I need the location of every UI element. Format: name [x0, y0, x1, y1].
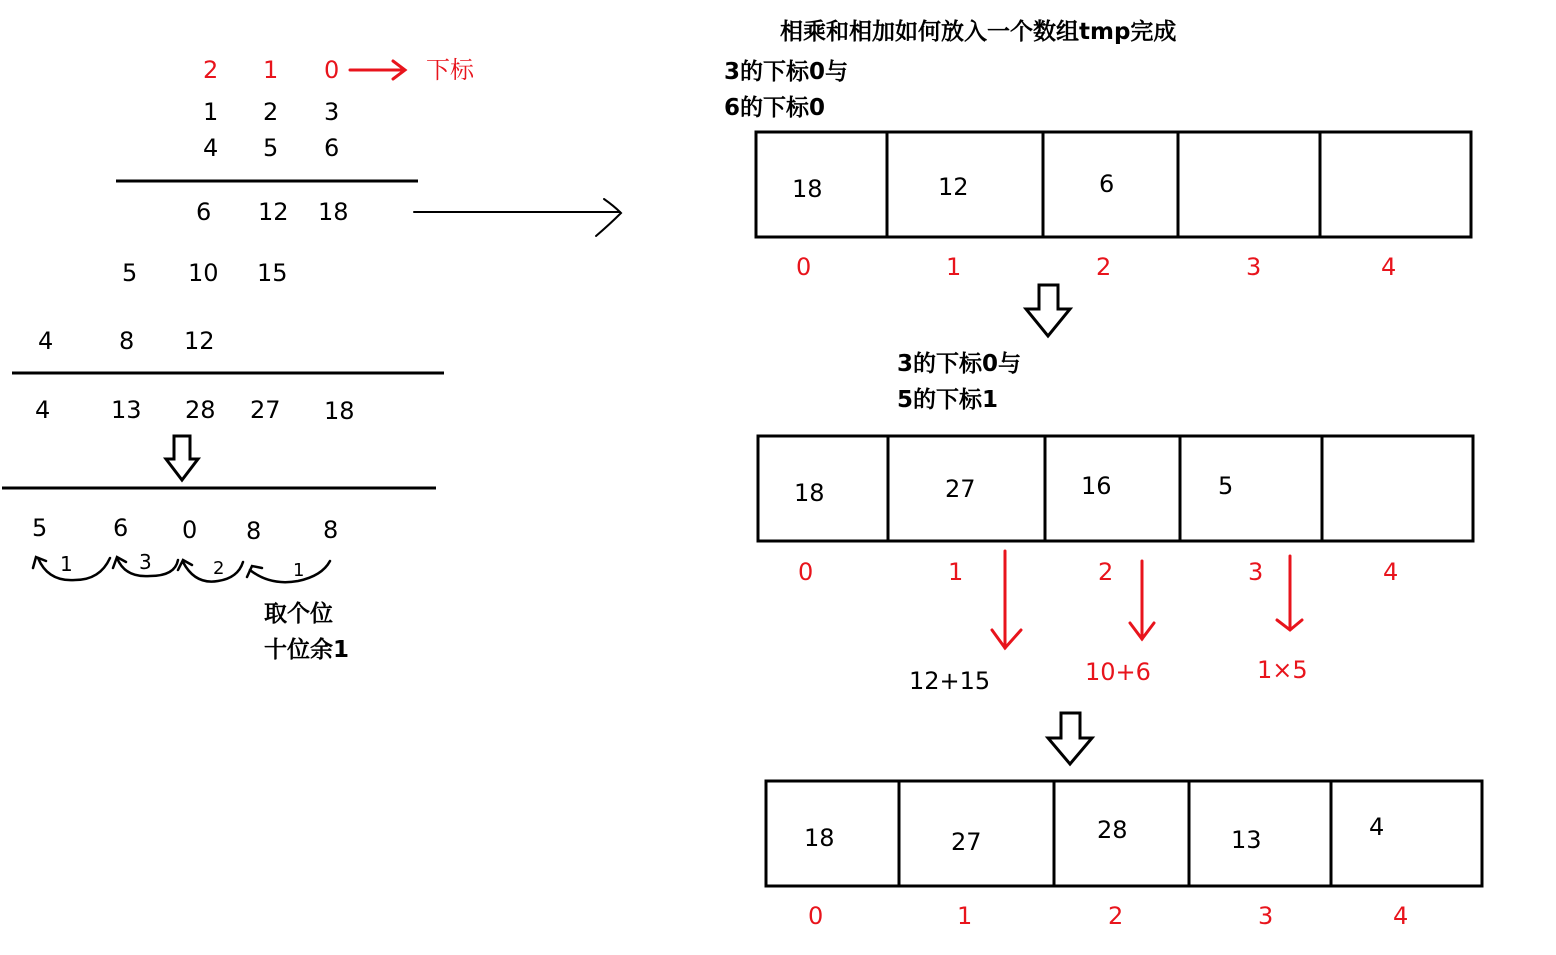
- annotation-sum-1: 12+15: [909, 667, 991, 695]
- num2-digit: 4: [203, 134, 219, 162]
- sum-row-value: 18: [324, 397, 355, 425]
- sum-row-value: 27: [250, 396, 281, 424]
- carry-arcs: [33, 557, 330, 582]
- result-digit: 5: [32, 514, 48, 542]
- red-arrow-down-icon: [992, 551, 1302, 648]
- array1-index: 3: [1246, 253, 1262, 281]
- array2-index: 3: [1248, 558, 1264, 586]
- array2-index: 4: [1383, 558, 1399, 586]
- diagram-title: 相乘和相加如何放入一个数组tmp完成: [780, 19, 1177, 45]
- array2-cell-3: 5: [1218, 472, 1234, 500]
- array1-index: 2: [1096, 253, 1112, 281]
- array3-index: 4: [1393, 902, 1409, 930]
- red-arrow-right-icon: [350, 61, 405, 79]
- note-carry-tens: 十位余1: [264, 637, 350, 663]
- array3-index: 2: [1108, 902, 1124, 930]
- num2-digit: 5: [263, 134, 279, 162]
- result-digit: 0: [182, 516, 198, 544]
- result-digit: 8: [246, 517, 262, 545]
- array2-cell-0: 18: [794, 479, 825, 507]
- index-digit-2: 2: [203, 56, 219, 84]
- hollow-down-arrow-icon: [166, 436, 198, 480]
- num1-digit: 3: [324, 98, 340, 126]
- array3-index: 1: [957, 902, 973, 930]
- array1-cell-1: 12: [938, 173, 969, 201]
- index-digit-1: 1: [263, 56, 279, 84]
- sum-row-value: 4: [35, 396, 51, 424]
- partial-row1-value: 6: [196, 198, 212, 226]
- carry-digit: 3: [139, 550, 152, 574]
- partial-row2-value: 10: [188, 259, 219, 287]
- array3-cell-4: 4: [1369, 813, 1385, 841]
- num2-digit: 6: [324, 134, 340, 162]
- array2-box: [758, 436, 1473, 541]
- sum-row-value: 28: [185, 396, 216, 424]
- array2-cell-2: 16: [1081, 472, 1112, 500]
- array3-index: 0: [808, 902, 824, 930]
- note-take-ones: 取个位: [264, 601, 333, 627]
- partial-row1-value: 18: [318, 198, 349, 226]
- partial-row3-value: 12: [184, 327, 215, 355]
- step2-caption-line1: 3的下标0与: [897, 351, 1022, 377]
- array2-index: 1: [948, 558, 964, 586]
- array2-cell-1: 27: [945, 475, 976, 503]
- array3-cell-2: 28: [1097, 816, 1128, 844]
- num1-digit: 1: [203, 98, 219, 126]
- sum-row-value: 13: [111, 396, 142, 424]
- partial-row2-value: 15: [257, 259, 288, 287]
- partial-row1-value: 12: [258, 198, 289, 226]
- array3-index: 3: [1258, 902, 1274, 930]
- array2-index: 0: [798, 558, 814, 586]
- array3-cell-3: 13: [1231, 826, 1262, 854]
- array3-cell-1: 27: [951, 828, 982, 856]
- hollow-down-arrow-icon: [1048, 713, 1092, 764]
- result-digit: 6: [113, 514, 129, 542]
- step2-caption-line2: 5的下标1: [897, 387, 999, 413]
- black-arrow-right-icon: [414, 199, 621, 236]
- array1-box: [756, 132, 1471, 237]
- step1-caption-line2: 6的下标0: [724, 95, 826, 121]
- partial-row2-value: 5: [122, 259, 138, 287]
- carry-digit: 1: [60, 552, 73, 576]
- index-digit-0: 0: [324, 56, 340, 84]
- partial-row3-value: 8: [119, 327, 135, 355]
- array1-index: 4: [1381, 253, 1397, 281]
- hollow-down-arrow-icon: [1026, 285, 1070, 336]
- array1-cell-0: 18: [792, 175, 823, 203]
- array1-index: 1: [946, 253, 962, 281]
- array1-index: 0: [796, 253, 812, 281]
- partial-row3-value: 4: [38, 327, 54, 355]
- array3-box: [766, 781, 1482, 886]
- array2-index: 2: [1098, 558, 1114, 586]
- step1-caption-line1: 3的下标0与: [724, 59, 849, 85]
- array3-cell-0: 18: [804, 824, 835, 852]
- array1-cell-2: 6: [1099, 170, 1115, 198]
- annotation-product-3: 1×5: [1257, 656, 1308, 684]
- num1-digit: 2: [263, 98, 279, 126]
- result-digit: 8: [323, 516, 339, 544]
- carry-digit: 1: [293, 560, 305, 581]
- index-label: 下标: [426, 56, 474, 84]
- carry-digit: 2: [213, 558, 225, 579]
- annotation-sum-2: 10+6: [1085, 658, 1151, 686]
